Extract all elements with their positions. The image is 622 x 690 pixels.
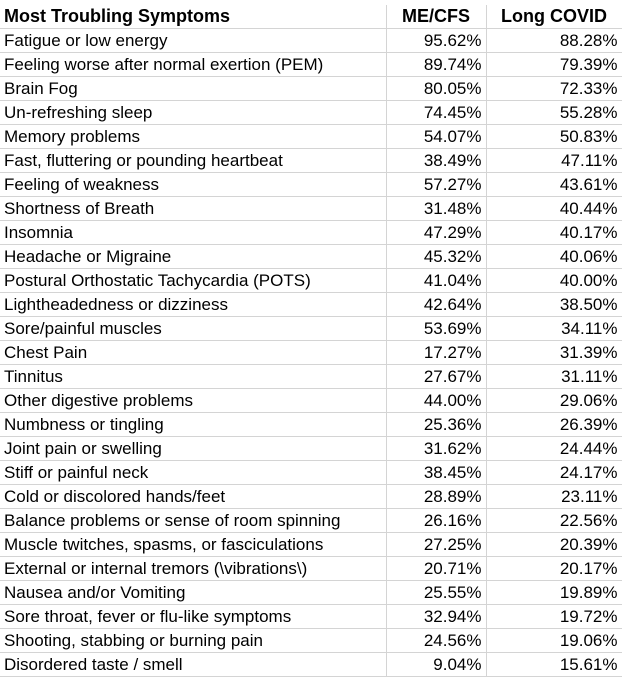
mecfs-cell[interactable]: 41.04% [386, 269, 486, 293]
table-row [0, 485, 622, 509]
longcovid-cell[interactable]: 20.39% [486, 533, 622, 557]
table-row [0, 389, 622, 413]
longcovid-cell[interactable]: 19.06% [486, 629, 622, 653]
table-row [0, 173, 622, 197]
symptoms-table [0, 5, 622, 677]
table-row [0, 53, 622, 77]
longcovid-cell[interactable]: 79.39% [486, 53, 622, 77]
table-row [0, 221, 622, 245]
longcovid-cell[interactable]: 29.06% [486, 389, 622, 413]
symptom-cell[interactable]: Headache or Migraine [0, 245, 386, 269]
symptom-cell[interactable]: Sore/painful muscles [0, 317, 386, 341]
symptom-cell[interactable]: Stiff or painful neck [0, 461, 386, 485]
symptom-cell[interactable]: Muscle twitches, spasms, or fasciculations [0, 533, 386, 557]
table-row [0, 125, 622, 149]
longcovid-cell[interactable]: 40.06% [486, 245, 622, 269]
symptom-cell[interactable]: Insomnia [0, 221, 386, 245]
table-row [0, 293, 622, 317]
symptom-cell[interactable]: Memory problems [0, 125, 386, 149]
mecfs-cell[interactable]: 44.00% [386, 389, 486, 413]
table-row [0, 149, 622, 173]
symptom-cell[interactable]: Balance problems or sense of room spinning [0, 509, 386, 533]
symptom-cell[interactable]: Tinnitus [0, 365, 386, 389]
longcovid-cell[interactable]: 40.17% [486, 221, 622, 245]
symptom-cell[interactable]: Nausea and/or Vomiting [0, 581, 386, 605]
mecfs-cell[interactable]: 74.45% [386, 101, 486, 125]
symptom-cell[interactable]: Brain Fog [0, 77, 386, 101]
symptom-cell[interactable]: Fatigue or low energy [0, 29, 386, 53]
symptom-cell[interactable]: Fast, fluttering or pounding heartbeat [0, 149, 386, 173]
symptom-cell[interactable]: Shooting, stabbing or burning pain [0, 629, 386, 653]
table-row [0, 197, 622, 221]
table-row [0, 101, 622, 125]
mecfs-cell[interactable]: 27.25% [386, 533, 486, 557]
longcovid-cell[interactable]: 19.89% [486, 581, 622, 605]
longcovid-cell[interactable]: 24.17% [486, 461, 622, 485]
table-row [0, 77, 622, 101]
table-row [0, 629, 622, 653]
symptom-cell[interactable]: Shortness of Breath [0, 197, 386, 221]
longcovid-cell[interactable]: 24.44% [486, 437, 622, 461]
mecfs-cell[interactable]: 25.36% [386, 413, 486, 437]
mecfs-cell[interactable]: 54.07% [386, 125, 486, 149]
mecfs-cell[interactable]: 24.56% [386, 629, 486, 653]
symptom-cell[interactable]: Cold or discolored hands/feet [0, 485, 386, 509]
header-mecfs[interactable]: ME/CFS [386, 5, 486, 29]
mecfs-cell[interactable]: 47.29% [386, 221, 486, 245]
symptom-cell[interactable]: Feeling worse after normal exertion (PEM) [0, 53, 386, 77]
mecfs-cell[interactable]: 26.16% [386, 509, 486, 533]
symptom-cell[interactable]: Chest Pain [0, 341, 386, 365]
mecfs-cell[interactable]: 27.67% [386, 365, 486, 389]
symptom-cell[interactable]: Feeling of weakness [0, 173, 386, 197]
table-row [0, 341, 622, 365]
mecfs-cell[interactable]: 89.74% [386, 53, 486, 77]
mecfs-cell[interactable]: 25.55% [386, 581, 486, 605]
table-row [0, 29, 622, 53]
longcovid-cell[interactable]: 22.56% [486, 509, 622, 533]
longcovid-cell[interactable]: 31.39% [486, 341, 622, 365]
longcovid-cell[interactable]: 43.61% [486, 173, 622, 197]
longcovid-cell[interactable]: 55.28% [486, 101, 622, 125]
symptom-cell[interactable]: Postural Orthostatic Tachycardia (POTS) [0, 269, 386, 293]
symptom-cell[interactable]: External or internal tremors (\vibrations\) [0, 557, 386, 581]
mecfs-cell[interactable]: 31.48% [386, 197, 486, 221]
mecfs-cell[interactable]: 95.62% [386, 29, 486, 53]
table-row [0, 269, 622, 293]
longcovid-cell[interactable]: 50.83% [486, 125, 622, 149]
symptom-cell[interactable]: Lightheadedness or dizziness [0, 293, 386, 317]
longcovid-cell[interactable]: 88.28% [486, 29, 622, 53]
symptom-cell[interactable]: Un-refreshing sleep [0, 101, 386, 125]
longcovid-cell[interactable]: 34.11% [486, 317, 622, 341]
mecfs-cell[interactable]: 38.45% [386, 461, 486, 485]
header-row [0, 5, 622, 29]
mecfs-cell[interactable]: 17.27% [386, 341, 486, 365]
table-row [0, 533, 622, 557]
mecfs-cell[interactable]: 42.64% [386, 293, 486, 317]
longcovid-cell[interactable]: 38.50% [486, 293, 622, 317]
mecfs-cell[interactable]: 45.32% [386, 245, 486, 269]
table-row [0, 245, 622, 269]
mecfs-cell[interactable]: 9.04% [386, 653, 486, 677]
mecfs-cell[interactable]: 20.71% [386, 557, 486, 581]
symptom-cell[interactable]: Disordered taste / smell [0, 653, 386, 677]
longcovid-cell[interactable]: 47.11% [486, 149, 622, 173]
table-row [0, 509, 622, 533]
table-body [0, 29, 622, 677]
header-longcovid[interactable]: Long COVID [486, 5, 622, 29]
symptom-cell[interactable]: Numbness or tingling [0, 413, 386, 437]
table-row [0, 461, 622, 485]
table-row [0, 365, 622, 389]
table-row [0, 557, 622, 581]
mecfs-cell[interactable]: 28.89% [386, 485, 486, 509]
table-row [0, 581, 622, 605]
longcovid-cell[interactable]: 19.72% [486, 605, 622, 629]
table-row [0, 653, 622, 677]
mecfs-cell[interactable]: 32.94% [386, 605, 486, 629]
table-row [0, 605, 622, 629]
mecfs-cell[interactable]: 53.69% [386, 317, 486, 341]
mecfs-cell[interactable]: 31.62% [386, 437, 486, 461]
longcovid-cell[interactable]: 40.00% [486, 269, 622, 293]
longcovid-cell[interactable]: 15.61% [486, 653, 622, 677]
longcovid-cell[interactable]: 72.33% [486, 77, 622, 101]
longcovid-cell[interactable]: 40.44% [486, 197, 622, 221]
symptom-cell[interactable]: Other digestive problems [0, 389, 386, 413]
longcovid-cell[interactable]: 31.11% [486, 365, 622, 389]
longcovid-cell[interactable]: 20.17% [486, 557, 622, 581]
mecfs-cell[interactable]: 38.49% [386, 149, 486, 173]
symptom-cell[interactable]: Joint pain or swelling [0, 437, 386, 461]
table-row [0, 413, 622, 437]
header-symptom[interactable]: Most Troubling Symptoms [0, 5, 386, 29]
table-row [0, 317, 622, 341]
longcovid-cell[interactable]: 26.39% [486, 413, 622, 437]
symptom-cell[interactable]: Sore throat, fever or flu-like symptoms [0, 605, 386, 629]
mecfs-cell[interactable]: 57.27% [386, 173, 486, 197]
table-row [0, 437, 622, 461]
mecfs-cell[interactable]: 80.05% [386, 77, 486, 101]
longcovid-cell[interactable]: 23.11% [486, 485, 622, 509]
